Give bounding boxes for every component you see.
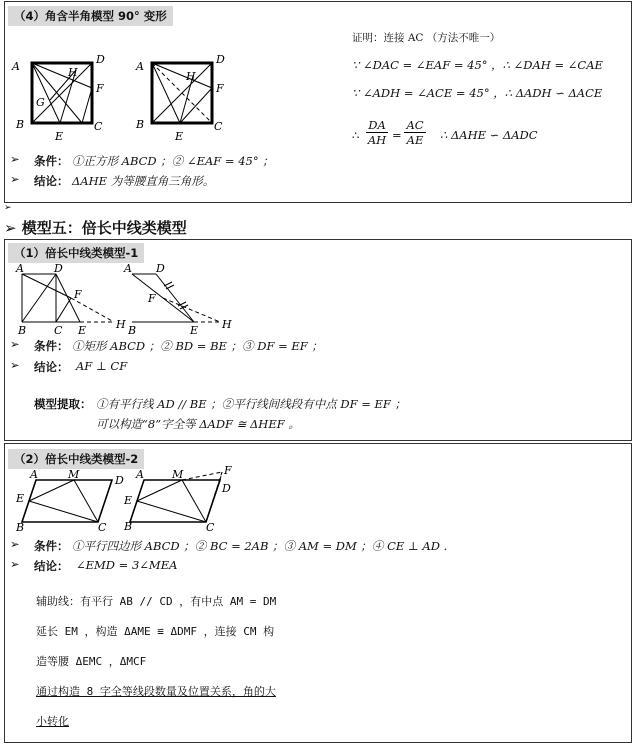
label-E: E — [16, 492, 25, 505]
label-C: C — [98, 521, 107, 532]
label-M: M — [68, 470, 80, 481]
figure-parallelogram-2 — [122, 466, 240, 532]
fraction-2-den: AE — [406, 133, 424, 147]
figure-rectangle-2 — [120, 262, 245, 337]
label-G: G — [36, 96, 45, 109]
label-F: F — [74, 288, 82, 301]
s2-cond: ①平行四边形 ABCD ；② BC = 2AB ；③ AM = DM ；④ CE ⊥ AD . — [72, 539, 448, 553]
stray-bullet: ➢ — [4, 203, 12, 213]
label-C: C — [214, 120, 223, 133]
s2-aux-3: 造等腰 ΔEMC ，ΔMCF — [36, 655, 147, 668]
section-1-header: （1）倍长中线类模型-1 — [8, 243, 144, 263]
label-A: A — [136, 60, 144, 73]
label-D: D — [115, 474, 124, 487]
s1-extract: ①有平行线 AD // BE ；②平行线间线段有中点 DF = EF ； — [96, 397, 407, 411]
s2-aux-1: 辅助线：有平行 AB // CD ，有中点 AM = DM — [36, 595, 277, 608]
s1-concl-label: 结论： — [34, 360, 69, 374]
label-H: H — [186, 70, 196, 83]
label-B: B — [16, 118, 25, 131]
figure-rectangle-1 — [14, 262, 137, 337]
label-B: B — [128, 324, 137, 337]
label-H: H — [116, 318, 126, 331]
label-F: F — [96, 82, 104, 95]
label-E: E — [190, 324, 199, 337]
label-F: F — [216, 82, 224, 95]
s4-cond-label: 条件： — [34, 154, 69, 168]
proof-line-1: ∵ ∠DAC = ∠EAF = 45° ，∴ ∠DAH = ∠CAE — [352, 58, 603, 72]
proof-conclusion: ∴ ΔAHE ∽ ΔADC — [440, 128, 538, 142]
fraction-2 — [404, 118, 426, 147]
figure-square-1 — [10, 48, 120, 143]
s1-extract-label: 模型提取： — [34, 397, 92, 411]
equals-sign: = — [392, 128, 402, 142]
s1-extract-2: 可以构造“8”字全等 ΔADF ≅ ΔHEF 。 — [96, 417, 300, 431]
label-B: B — [124, 520, 133, 532]
label-E: E — [124, 494, 133, 507]
section-4-header: （4）角含半角模型 90° 变形 — [8, 6, 173, 26]
s2-aux-5: 小转化 — [36, 715, 69, 728]
label-A: A — [16, 262, 24, 275]
s4-concl: ΔAHE 为等腰直角三角形。 — [72, 174, 215, 188]
label-M: M — [172, 468, 184, 481]
s4-bullet-1: ➢ — [10, 152, 20, 166]
label-E: E — [175, 130, 184, 143]
model5-title: ➢ 模型五：倍长中线类模型 — [4, 219, 187, 237]
fraction-2-num: AC — [404, 118, 426, 133]
label-A: A — [124, 262, 132, 275]
label-H: H — [68, 66, 78, 79]
section-2-header: （2）倍长中线类模型-2 — [8, 449, 144, 469]
therefore-symbol: ∴ — [352, 128, 360, 142]
label-C: C — [206, 521, 215, 532]
s4-concl-label: 结论： — [34, 174, 69, 188]
proof-title: 证明：连接 AC （方法不唯一） — [352, 32, 501, 44]
s4-cond: ①正方形 ABCD ；② ∠EAF = 45° ； — [72, 154, 274, 168]
label-H: H — [222, 318, 232, 331]
label-D: D — [96, 53, 105, 66]
s1-cond-label: 条件： — [34, 339, 69, 353]
proof-line-2: ∵ ∠ADH = ∠ACE = 45° ，∴ ΔADH ∽ ΔACE — [352, 86, 603, 100]
figure-square-2 — [130, 48, 240, 143]
fraction-1 — [366, 118, 388, 147]
s1-concl: AF ⊥ CF — [76, 359, 128, 373]
label-A: A — [136, 468, 144, 481]
label-D: D — [156, 262, 165, 275]
figure-parallelogram-1 — [12, 470, 127, 532]
s1-bullet-2: ➢ — [10, 358, 20, 372]
label-C: C — [94, 120, 103, 133]
s1-bullet-1: ➢ — [10, 337, 20, 351]
s2-concl-label: 结论： — [34, 559, 69, 573]
label-B: B — [18, 324, 27, 337]
s2-bullet-2: ➢ — [10, 557, 20, 571]
s4-bullet-2: ➢ — [10, 172, 20, 186]
label-A: A — [12, 60, 20, 73]
label-B: B — [16, 521, 25, 532]
s2-bullet-1: ➢ — [10, 537, 20, 551]
label-F: F — [148, 292, 156, 305]
label-E: E — [55, 130, 64, 143]
label-B: B — [136, 118, 145, 131]
label-D: D — [222, 482, 231, 495]
s2-concl: ∠EMD = 3∠MEA — [76, 558, 178, 572]
label-D: D — [216, 53, 225, 66]
s1-cond: ①矩形 ABCD ；② BD = BE ；③ DF = EF ； — [72, 339, 323, 353]
s2-aux-2: 延长 EM ，构造 ΔAME ≌ ΔDMF ，连接 CM 构 — [36, 625, 275, 638]
label-E: E — [78, 324, 87, 337]
s2-aux-4: 通过构造 8 字全等线段数量及位置关系，角的大 — [36, 685, 276, 698]
label-A: A — [30, 470, 38, 481]
fraction-1-den: AH — [367, 133, 387, 147]
label-C: C — [54, 324, 63, 337]
label-D: D — [54, 262, 63, 275]
label-F: F — [224, 466, 232, 477]
s2-cond-label: 条件： — [34, 539, 69, 553]
fraction-1-num: DA — [366, 118, 388, 133]
